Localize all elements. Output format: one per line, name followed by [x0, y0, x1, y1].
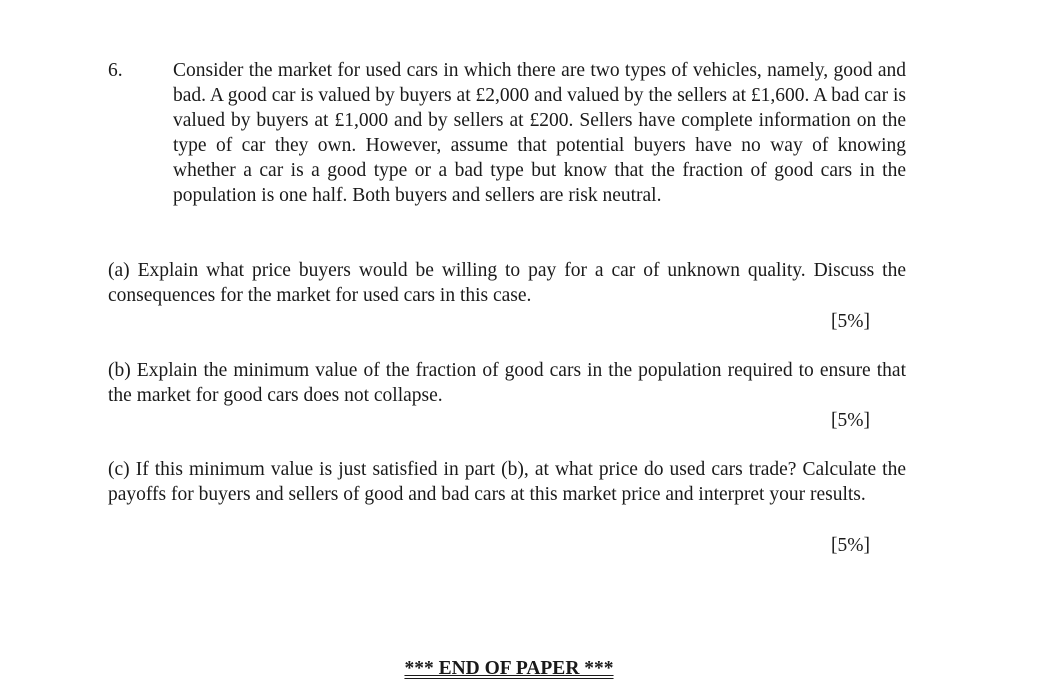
part-b-text: (b) Explain the minimum value of the fraction of good cars in the population required to ensure that the market for good cars does not collapse.: [108, 360, 906, 406]
part-a-text: (a) Explain what price buyers would be willing to pay for a car of unknown quality. Discuss the consequences for the market for used cars in this case.: [108, 260, 906, 306]
end-of-paper-text: *** END OF PAPER ***: [404, 658, 614, 679]
part-c-marks: [5%]: [831, 535, 870, 556]
part-a-marks: [5%]: [831, 311, 870, 332]
question-stem: Consider the market for used cars in which there are two types of vehicles, namely, good and bad. A good car is valued by buyers at £2,000 and valued by the sellers at £1,600. A bad car is valued by buyers at £1,000 and by sellers at £200. Sellers have complete information on the type of car they own. However, assume that potential buyers have no way of knowing whether a car is a good type or a bad type but know that the fraction of good cars in the population is one half. Both buyers and sellers are risk neutral.: [173, 60, 906, 206]
end-of-paper: [0, 656, 1018, 681]
part-c-text: (c) If this minimum value is just satisfied in part (b), at what price do used cars trade? Calculate the payoffs for buyers and sellers of good and bad cars at this market price and interpret your results.: [108, 459, 906, 505]
question-number: 6.: [108, 60, 123, 81]
part-b-marks: [5%]: [831, 410, 870, 431]
